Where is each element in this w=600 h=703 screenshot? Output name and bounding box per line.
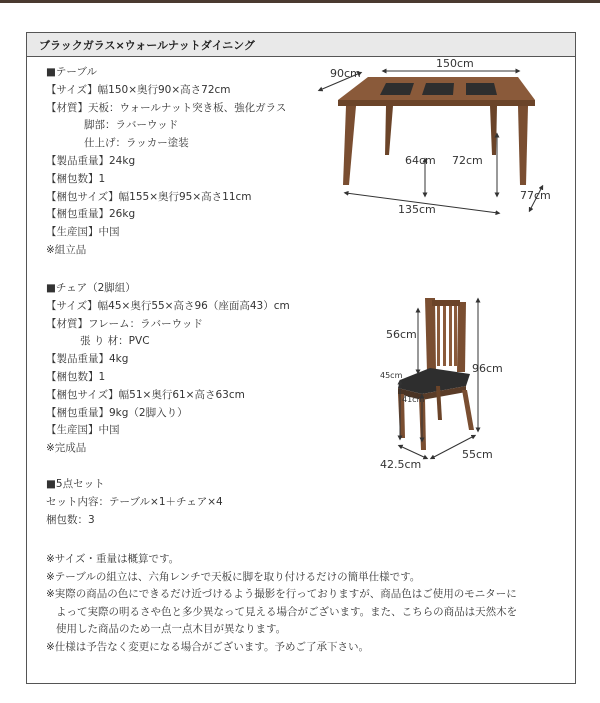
chair-back-slat-3 <box>449 306 452 366</box>
chair-spec-packages: 【梱包数】1 <box>46 370 106 383</box>
chair-spec-origin: 【生産国】中国 <box>46 424 120 437</box>
note-approx: ※サイズ・重量は概算です。 <box>46 553 180 565</box>
note-change: ※仕様は予告なく変更になる場合がございます。予めご了承下さい。 <box>46 640 369 653</box>
label-height: 72cm <box>452 154 483 167</box>
label-back: 56cm <box>386 328 417 341</box>
note-color-3: 使用した商品のため一点一点木目が異なります。 <box>56 623 287 636</box>
chair-spec <box>46 280 290 458</box>
notes <box>46 551 517 657</box>
chair-spec-weight: 【製品重量】4kg <box>46 353 129 366</box>
table-leg-back-left <box>385 106 393 155</box>
tabletop-edge <box>338 100 535 106</box>
chair-back-slat-1 <box>437 306 440 366</box>
table-leg-front-right <box>518 106 528 185</box>
chair-spec-material: 【材質】フレーム：ラバーウッド <box>46 317 203 330</box>
set-spec <box>46 476 223 529</box>
chair-back-slat-4 <box>454 306 457 366</box>
table-spec-weight: 【製品重量】24kg <box>46 154 136 167</box>
note-color-1: ※実際の商品の色にできるだけ近づけるよう撮影を行っておりますが、商品色はご使用のモニターに <box>46 588 517 601</box>
set-spec-contents: セット内容：テーブル×1＋チェア×4 <box>46 495 223 508</box>
glass-insert-right <box>466 83 497 95</box>
glass-insert-left <box>380 83 414 95</box>
table-spec-package-weight: 【梱包重量】26kg <box>46 208 136 221</box>
table-spec-origin: 【生産国】中国 <box>46 226 120 239</box>
set-spec-packages: 梱包数：3 <box>46 513 95 526</box>
label-chair-width: 42.5cm <box>380 458 422 471</box>
table-spec-material: 【材質】天板：ウォールナット突き板、強化ガラス <box>46 101 287 114</box>
chair-back-top-rail <box>432 300 460 306</box>
table-diagram <box>300 55 580 225</box>
note-color-2: よって実際の明るさや色と多少異なって見える場合がございます。また、こちらの商品は天然木を <box>56 605 518 618</box>
table-spec-package-size: 【梱包サイズ】幅155×奥行95×高さ11cm <box>46 190 252 203</box>
glass-insert-center <box>422 83 454 95</box>
table-spec-legs: 脚部：ラバーウッド <box>84 119 179 132</box>
label-leg-depth: 77cm <box>520 189 551 202</box>
set-spec-heading: ■5点セット <box>46 478 105 490</box>
table-leg-back-right <box>490 106 497 155</box>
panel-header <box>27 33 575 57</box>
chair-spec-package-size: 【梱包サイズ】幅51×奥行61×高さ63cm <box>46 388 245 401</box>
table-spec-size: 【サイズ】幅150×奥行90×高さ72cm <box>46 83 231 96</box>
table-spec-heading: ■テーブル <box>46 66 97 78</box>
chair-spec-size: 【サイズ】幅45×奥行55×高さ96（座面高43）cm <box>46 299 290 312</box>
chair-back-post-left <box>425 298 436 372</box>
note-assembly: ※テーブルの組立は、六角レンチで天板に脚を取り付けるだけの簡単仕様です。 <box>46 570 421 583</box>
table-spec-packages: 【梱包数】1 <box>46 172 106 185</box>
label-leg-height: 64cm <box>405 154 436 167</box>
label-chair-height: 96cm <box>472 362 503 375</box>
chair-back-slat-2 <box>443 306 446 366</box>
chair-diagram <box>370 290 540 480</box>
top-divider <box>0 0 600 3</box>
panel-title: ブラックガラス×ウォールナットダイニング <box>39 39 255 52</box>
label-leg-span: 135cm <box>398 203 436 216</box>
chair-spec-package-weight: 【梱包重量】9kg（2脚入り） <box>46 406 188 419</box>
chair-spec-upholstery: 張 り 材：PVC <box>80 335 150 348</box>
chair-spec-heading: ■チェア（2脚組） <box>46 282 136 294</box>
table-leg-front-left <box>343 106 356 185</box>
chair-spec-assembly: ※完成品 <box>46 442 87 455</box>
label-depth: 90cm <box>330 67 361 80</box>
table-spec <box>46 64 286 260</box>
table-spec-finish: 仕上げ：ラッカー塗装 <box>84 137 189 150</box>
chair-back-post-right <box>457 302 466 372</box>
chair-leg-back-right <box>462 390 474 430</box>
label-seat-height: 45cm <box>380 371 403 380</box>
label-width: 150cm <box>436 57 474 70</box>
label-chair-depth: 55cm <box>462 448 493 461</box>
table-spec-assembly: ※組立品 <box>46 243 87 256</box>
label-seat-inner: 41cm <box>402 395 425 404</box>
